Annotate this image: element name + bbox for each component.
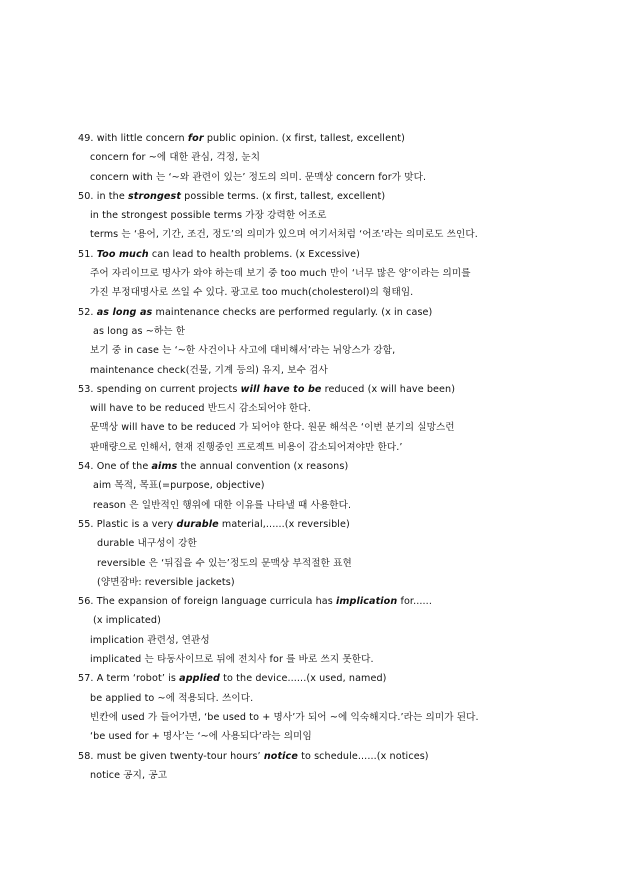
line-text: 문맥상 will have to be reduced 가 되어야 한다. 원문 해석은 ‘이번 분기의 실망스런	[90, 422, 455, 434]
explanation-line	[78, 650, 598, 669]
explanation-line	[78, 534, 598, 553]
line-text: 55. Plastic is a very	[78, 518, 177, 530]
answer-keyword: notice	[263, 750, 298, 762]
explanation-line	[78, 399, 598, 418]
explanation-line	[78, 573, 598, 592]
line-text: to schedule......(x notices)	[297, 750, 429, 762]
answer-keyword: applied	[179, 673, 221, 685]
explanation-line	[78, 168, 598, 187]
line-text: 주어 자리이므로 명사가 와야 하는데 보기 중 too much 만이 ‘너무 많은 양’이라는 의미를	[90, 268, 471, 280]
line-text: 56. The expansion of foreign language curricula has	[78, 596, 337, 608]
line-text: 54. One of the	[78, 461, 152, 473]
explanation-line	[78, 496, 598, 515]
line-text: implication 관련성, 연관성	[90, 634, 210, 646]
explanation-line	[78, 322, 598, 341]
line-text: 판매량으로 인해서, 현재 진행중인 프로젝트 비용이 감소되어져야만 한다.’	[90, 441, 403, 453]
answer-keyword: durable	[176, 518, 219, 530]
line-text: 52.	[78, 306, 97, 318]
line-text: 51.	[78, 248, 97, 260]
explanation-line	[78, 341, 598, 360]
explanation-line	[78, 766, 598, 785]
line-text: as long as ~하는 한	[93, 325, 186, 337]
line-text: terms 는 ‘용어, 기간, 조건, 정도’의 의미가 있으며 여기서처럼 ‘어조’라는 의미로도 쓰인다.	[90, 229, 478, 241]
line-text: 빈칸에 used 가 들어가면, ‘be used to + 명사’가 되어 ~에 익숙해지다.’라는 의미가 된다.	[90, 711, 479, 723]
question-line	[78, 747, 598, 766]
line-text: implicated 는 타동사이므로 뒤에 전치사 for 를 바로 쓰지 못한다.	[90, 654, 374, 666]
line-text: can lead to health problems. (x Excessive)	[148, 248, 361, 260]
explanation-line	[78, 727, 598, 746]
line-text: notice 공지, 공고	[90, 769, 168, 781]
answer-keyword: aims	[151, 461, 178, 473]
line-text: aim 목적, 목표(=purpose, objective)	[93, 480, 265, 492]
line-text: 가진 부정대명사로 쓰일 수 있다. 광고로 too much(cholesterol)의 형태임.	[90, 287, 414, 299]
line-text: (양면잠바: reversible jackets)	[97, 576, 235, 588]
explanation-line	[78, 283, 598, 302]
explanation-line	[78, 476, 598, 495]
explanation-line	[78, 264, 598, 283]
line-text: maintenance check(건물, 기계 등의) 유지, 보수 검사	[90, 364, 328, 376]
answer-keyword: strongest	[128, 190, 182, 202]
question-line	[78, 457, 598, 476]
question-line	[78, 380, 598, 399]
line-text: be applied to ~에 적용되다. 쓰이다.	[90, 692, 254, 704]
line-text: material,......(x reversible)	[218, 518, 350, 530]
explanation-line	[78, 225, 598, 244]
explanation-line	[78, 148, 598, 167]
line-text: public opinion. (x first, tallest, excellent)	[203, 133, 405, 144]
line-text: to the device......(x used, named)	[220, 673, 387, 685]
question-line	[78, 129, 598, 148]
line-text: 50. in the	[78, 190, 128, 202]
explanation-line	[78, 611, 598, 630]
line-text: reduced (x will have been)	[321, 383, 456, 395]
question-line	[78, 669, 598, 688]
line-text: 58. must be given twenty-tour hours’	[78, 750, 264, 762]
line-text: in the strongest possible terms 가장 강력한 어조로	[90, 210, 327, 222]
line-text: 53. spending on current projects	[78, 383, 241, 395]
line-text: the annual convention (x reasons)	[177, 461, 349, 473]
line-text: reason 은 일반적인 행위에 대한 이유를 나타낼 때 사용한다.	[93, 499, 352, 511]
line-text: concern for ~에 대한 관심, 걱정, 눈치	[90, 152, 261, 164]
question-line	[78, 187, 598, 206]
line-text: concern with 는 ‘~와 관련이 있는’ 정도의 의미. 문맥상 concern for가 맞다.	[90, 171, 427, 183]
explanation-line	[78, 206, 598, 225]
line-text: durable 내구성이 강한	[97, 538, 197, 550]
line-text: possible terms. (x first, tallest, excellent)	[181, 190, 386, 202]
explanation-line	[78, 689, 598, 708]
line-text: 49. with little concern	[78, 133, 188, 144]
explanation-line	[78, 631, 598, 650]
line-text: for......	[397, 596, 432, 608]
explanation-line	[78, 361, 598, 380]
answer-keyword: Too much	[96, 248, 149, 260]
answer-keyword: as long as	[96, 306, 153, 318]
question-line	[78, 515, 598, 534]
line-text: maintenance checks are performed regularly. (x in case)	[152, 306, 433, 318]
explanation-line	[78, 418, 598, 437]
question-line	[78, 303, 598, 322]
line-text: (x implicated)	[93, 615, 161, 627]
explanation-line	[78, 554, 598, 573]
line-text: ‘be used for + 명사’는 ‘~에 사용되다’라는 의미임	[90, 731, 312, 743]
line-text: 57. A term ‘robot’ is	[78, 673, 180, 685]
answer-keyword: implication	[336, 596, 398, 608]
answer-keyword: will have to be	[240, 383, 322, 395]
line-text: reversible 은 ‘뒤집을 수 있는’정도의 문맥상 부적절한 표현	[97, 557, 352, 569]
answer-keyword: for	[187, 133, 204, 144]
line-text: 보기 중 in case 는 ‘~한 사건이나 사고에 대비해서’라는 뉘앙스가 강함,	[90, 345, 396, 357]
explanation-line	[78, 708, 598, 727]
question-line	[78, 245, 598, 264]
line-text: will have to be reduced 반드시 감소되어야 한다.	[90, 403, 311, 415]
explanation-line	[78, 438, 598, 457]
question-line	[78, 592, 598, 611]
document-body	[78, 129, 598, 785]
